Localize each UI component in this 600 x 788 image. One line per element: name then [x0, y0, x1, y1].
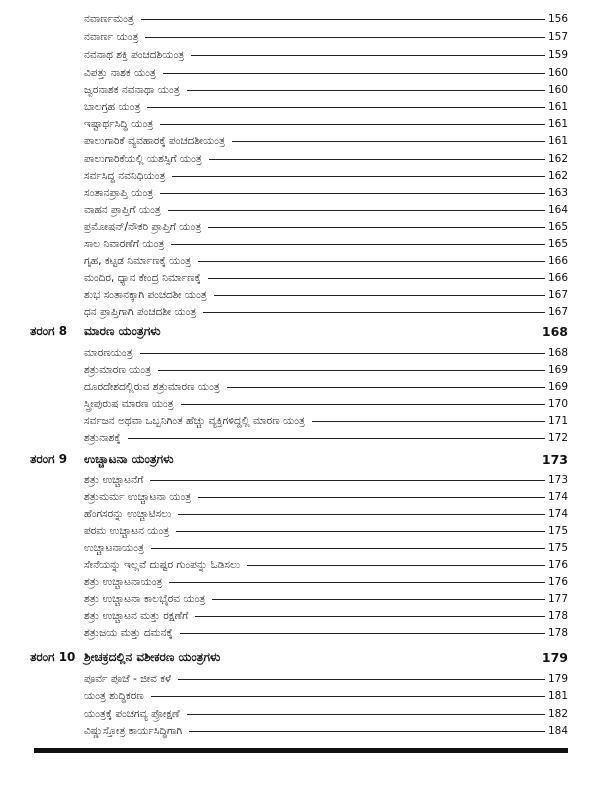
toc-entry — [84, 345, 568, 362]
bottom-rule — [34, 748, 568, 753]
dot-leader — [163, 73, 545, 74]
dot-leader — [169, 582, 545, 583]
toc-entry — [84, 396, 568, 413]
dot-leader — [232, 141, 545, 142]
dot-leader — [180, 633, 545, 634]
dot-leader — [178, 679, 545, 680]
entry-title: ಶತ್ರುಜಯ ಮತ್ತು ದಮನಕ್ಕೆ — [84, 627, 173, 639]
dot-leader — [189, 731, 545, 732]
toc-entry — [84, 116, 568, 133]
entry-title: ನವನಾಥ ಶಕ್ತಿ ಪಂಚದಶಿಯಂತ್ರ — [84, 49, 185, 61]
toc-entry — [84, 270, 568, 287]
toc-entry — [84, 413, 568, 430]
entry-page-number: 178 — [547, 627, 568, 639]
toc-entry — [84, 379, 568, 396]
entry-title: ಪಾಲುಗಾರಿಕೆಯಲ್ಲಿ ಯಶಸ್ಸಿಗೆ ಯಂತ್ರ — [84, 153, 202, 165]
dot-leader — [227, 387, 545, 388]
toc-entry — [84, 688, 568, 705]
entry-title: ಶತ್ರುಮರ್ಮ ಉಚ್ಚಾಟನಾ ಯಂತ್ರ — [84, 491, 192, 503]
entry-page-number: 161 — [547, 135, 568, 147]
entry-page-number: 162 — [547, 153, 568, 165]
toc-entry — [84, 523, 568, 540]
entry-page-number: 174 — [547, 491, 568, 503]
dot-leader — [178, 514, 545, 515]
toc-entry — [84, 304, 568, 321]
toc-entry — [84, 219, 568, 236]
chapter-heading-8 — [30, 321, 568, 341]
entry-page-number: 164 — [547, 204, 568, 216]
toc-entry — [84, 723, 568, 740]
dot-leader — [181, 404, 545, 405]
entry-title: ನವಾರ್ಣಮಂತ್ರ — [84, 13, 134, 25]
toc-entry — [84, 185, 568, 202]
dot-leader — [195, 616, 545, 617]
chapter-heading-9 — [30, 449, 568, 469]
entry-page-number: 169 — [547, 364, 568, 376]
entry-title: ಶತ್ರು ಉಚ್ಚಾಟನ ಮತ್ತು ರಕ್ಷಣೆಗೆ — [84, 610, 189, 622]
toc-entry — [84, 287, 568, 304]
entry-title: ಬಾಲಗ್ರಹ ಯಂತ್ರ — [84, 101, 141, 113]
toc-entry — [84, 151, 568, 168]
entry-title: ಶತ್ರು ಉಚ್ಚಾಟನಾಯಂತ್ರ — [84, 576, 163, 588]
entry-page-number: 176 — [547, 576, 568, 588]
toc-entry — [84, 168, 568, 185]
toc-entry — [84, 133, 568, 150]
chapter-page-number: 168 — [541, 323, 568, 339]
entry-title: ಧನ ಪ್ರಾಪ್ತಿಗಾಗಿ ಪಂಚದಶೀ ಯಂತ್ರ — [84, 306, 197, 318]
chapter-title: ಉಚ್ಚಾಟನಾ ಯಂತ್ರಗಳು — [84, 451, 174, 466]
dot-leader — [158, 370, 545, 371]
entry-page-number: 178 — [547, 610, 568, 622]
chapter-number: ತರಂಗ 10 — [30, 649, 76, 664]
toc-entry — [84, 236, 568, 253]
entry-title: ಸಂತಾನಪ್ರಾಪ್ತಿ ಯಂತ್ರ — [84, 187, 154, 199]
entry-page-number: 170 — [547, 398, 568, 410]
entry-page-number: 169 — [547, 381, 568, 393]
entry-title: ಪ್ರಮೋಷನ್/ನೌಕರಿ ಪ್ರಾಪ್ತಿಗೆ ಯಂತ್ರ — [84, 221, 202, 233]
entry-page-number: 175 — [547, 542, 568, 554]
dot-leader — [208, 227, 545, 228]
dot-leader — [128, 438, 545, 439]
entry-title: ಮಂದಿರ, ಧ್ಯಾನ ಕೇಂದ್ರ ನಿರ್ಮಾಣಕ್ಕೆ — [84, 272, 201, 284]
entry-title: ಶತ್ರುನಾಶಕ್ಕೆ — [84, 432, 121, 444]
toc-entry — [84, 29, 568, 46]
toc-entry — [84, 99, 568, 116]
entry-title: ವಿಷ್ಣುಸ್ತೋತ್ರ ಕಾರ್ಯಸಿದ್ಧಿಗಾಗಿ — [84, 725, 183, 737]
chapter-title: ಮಾರಣ ಯಂತ್ರಗಳು — [84, 323, 161, 338]
entry-title: ವಾಹನ ಪ್ರಾಪ್ತಿಗೆ ಯಂತ್ರ — [84, 204, 161, 216]
dot-leader — [198, 261, 545, 262]
toc-entry — [84, 202, 568, 219]
toc-entry — [84, 472, 568, 489]
dot-leader — [160, 193, 545, 194]
toc-entry — [84, 574, 568, 591]
toc-entry — [84, 557, 568, 574]
entry-title: ಸರ್ವಸಿದ್ಧ ನವನಿಧಿಯಂತ್ರ — [84, 170, 166, 182]
entry-page-number: 181 — [547, 690, 568, 702]
entry-page-number: 166 — [547, 255, 568, 267]
toc-entry — [84, 430, 568, 447]
dot-leader — [187, 714, 545, 715]
entry-title: ಸೇನೆಯನ್ನು ಇಲ್ಲವೆ ದುಷ್ಟರ ಗುಂಪನ್ನು ಓಡಿಸಲು — [84, 559, 241, 571]
toc-entry — [84, 11, 568, 28]
entry-title: ದೂರದೇಶದಲ್ಲಿರುವ ಶತ್ರುಮಾರಣ ಯಂತ್ರ — [84, 381, 220, 393]
toc-entry — [84, 489, 568, 506]
dot-leader — [147, 107, 545, 108]
toc-entry — [84, 671, 568, 688]
entry-title: ಶುಭ ಸಂತಾನಕ್ಕಾಗಿ ಪಂಚದಶೀ ಯಂತ್ರ — [84, 289, 207, 301]
dot-leader — [187, 90, 545, 91]
dot-leader — [198, 497, 545, 498]
toc-entry — [84, 540, 568, 557]
entry-title: ಪಾಲುಗಾರಿಕೆ ವ್ಯವಹಾರಕ್ಕೆ ಪಂಚದಶೀಯಂತ್ರ — [84, 135, 225, 147]
dot-leader — [191, 55, 545, 56]
dot-leader — [151, 548, 545, 549]
entry-page-number: 160 — [547, 67, 568, 79]
entry-page-number: 159 — [547, 49, 568, 61]
entry-title: ಸಾಲ ನಿವಾರಣೆಗೆ ಯಂತ್ರ — [84, 238, 165, 250]
entry-page-number: 184 — [547, 725, 568, 737]
dot-leader — [145, 37, 545, 38]
entry-page-number: 174 — [547, 508, 568, 520]
entry-title: ವಿಪತ್ತು ನಾಶಕ ಯಂತ್ರ — [84, 67, 156, 79]
entry-title: ಶತ್ರು ಉಚ್ಚಾಟನಾ ಕಾಲಭೈರವ ಯಂತ್ರ — [84, 593, 206, 605]
entry-title: ಪರಮ ಉಚ್ಚಾಟನ ಯಂತ್ರ — [84, 525, 170, 537]
dot-leader — [172, 176, 545, 177]
entry-page-number: 160 — [547, 84, 568, 96]
chapter-page-number: 179 — [541, 649, 568, 665]
toc-entry — [84, 506, 568, 523]
entry-title: ಪೂರ್ವ ಪೂಜೆ - ಜೀವ ಕಳೆ — [84, 673, 172, 685]
entry-title: ಗೃಹ, ಕಟ್ಟಡ ನಿರ್ಮಾಣಕ್ಕೆ ಯಂತ್ರ — [84, 255, 192, 267]
entry-page-number: 172 — [547, 432, 568, 444]
dot-leader — [160, 124, 545, 125]
toc-entry — [84, 362, 568, 379]
entry-page-number: 175 — [547, 525, 568, 537]
toc-entry — [84, 82, 568, 99]
toc-entry — [84, 47, 568, 64]
toc-entry — [84, 253, 568, 270]
entry-page-number: 167 — [547, 306, 568, 318]
dot-leader — [203, 312, 545, 313]
entry-page-number: 177 — [547, 593, 568, 605]
chapter-number: ತರಂಗ 9 — [30, 451, 68, 466]
entry-page-number: 163 — [547, 187, 568, 199]
entry-page-number: 157 — [547, 31, 568, 43]
chapter-heading-10 — [30, 647, 568, 667]
entry-title: ಜ್ವರನಾಶಕ ನವನಾಥಾ ಯಂತ್ರ — [84, 84, 180, 96]
entry-page-number: 179 — [547, 673, 568, 685]
entry-title: ಶತ್ರು ಉಚ್ಚಾಟನೆಗೆ — [84, 474, 144, 486]
entry-title: ಸರ್ವಜನ ಅಥವಾ ಒಬ್ಬನಿಗಿಂತ ಹೆಚ್ಚು ವ್ಯಕ್ತಿಗಳಿದ್ದಲ್ಲಿ ಮಾರಣ ಯಂತ್ರ — [84, 415, 305, 427]
entry-title: ಇಷ್ಟಾರ್ಥಸಿದ್ಧಿ ಯಂತ್ರ — [84, 118, 154, 130]
entry-page-number: 165 — [547, 221, 568, 233]
dot-leader — [212, 599, 545, 600]
dot-leader — [208, 278, 545, 279]
entry-title: ನವಾರ್ಣ ಯಂತ್ರ — [84, 31, 139, 43]
dot-leader — [247, 565, 545, 566]
entry-page-number: 162 — [547, 170, 568, 182]
entry-page-number: 176 — [547, 559, 568, 571]
dot-leader — [171, 244, 545, 245]
dot-leader — [141, 19, 545, 20]
dot-leader — [150, 480, 545, 481]
entry-page-number: 173 — [547, 474, 568, 486]
entry-page-number: 161 — [547, 101, 568, 113]
toc-entry — [84, 625, 568, 642]
chapter-title: ಶ್ರೀಚಕ್ರದಲ್ಲಿನ ವಶೀಕರಣ ಯಂತ್ರಗಳು — [84, 649, 221, 664]
entry-title: ಶತ್ರುಮಾರಣ ಯಂತ್ರ — [84, 364, 152, 376]
entry-page-number: 168 — [547, 347, 568, 359]
toc-entry — [84, 65, 568, 82]
entry-title: ಮಾರಣಯಂತ್ರ — [84, 347, 133, 359]
entry-page-number: 156 — [547, 13, 568, 25]
entry-title: ಯಂತ್ರಕ್ಕೆ ಪಂಚಗವ್ಯ ಪ್ರೋಕ್ಷಣೆ — [84, 708, 180, 720]
toc-entry — [84, 591, 568, 608]
dot-leader — [209, 159, 545, 160]
entry-title: ಹೆಂಗಸರನ್ನು ಉಚ್ಚಾಟಿಸಲು — [84, 508, 172, 520]
entry-page-number: 167 — [547, 289, 568, 301]
entry-page-number: 182 — [547, 708, 568, 720]
entry-page-number: 161 — [547, 118, 568, 130]
entry-page-number: 171 — [547, 415, 568, 427]
dot-leader — [176, 531, 545, 532]
chapter-number: ತರಂಗ 8 — [30, 323, 68, 338]
entry-title: ಯಂತ್ರ ಶುದ್ಧಿಕರಣ — [84, 690, 144, 702]
dot-leader — [312, 421, 545, 422]
toc-entry — [84, 706, 568, 723]
entry-page-number: 166 — [547, 272, 568, 284]
dot-leader — [168, 210, 545, 211]
dot-leader — [151, 696, 545, 697]
toc-entry — [84, 608, 568, 625]
entry-title: ಉಚ್ಚಾಟನಾಯಂತ್ರ — [84, 542, 144, 554]
dot-leader — [214, 295, 545, 296]
chapter-page-number: 173 — [541, 451, 568, 467]
entry-page-number: 165 — [547, 238, 568, 250]
dot-leader — [140, 353, 545, 354]
entry-title: ಸ್ತ್ರೀಪುರುಷ ಮಾರಣ ಯಂತ್ರ — [84, 398, 174, 410]
